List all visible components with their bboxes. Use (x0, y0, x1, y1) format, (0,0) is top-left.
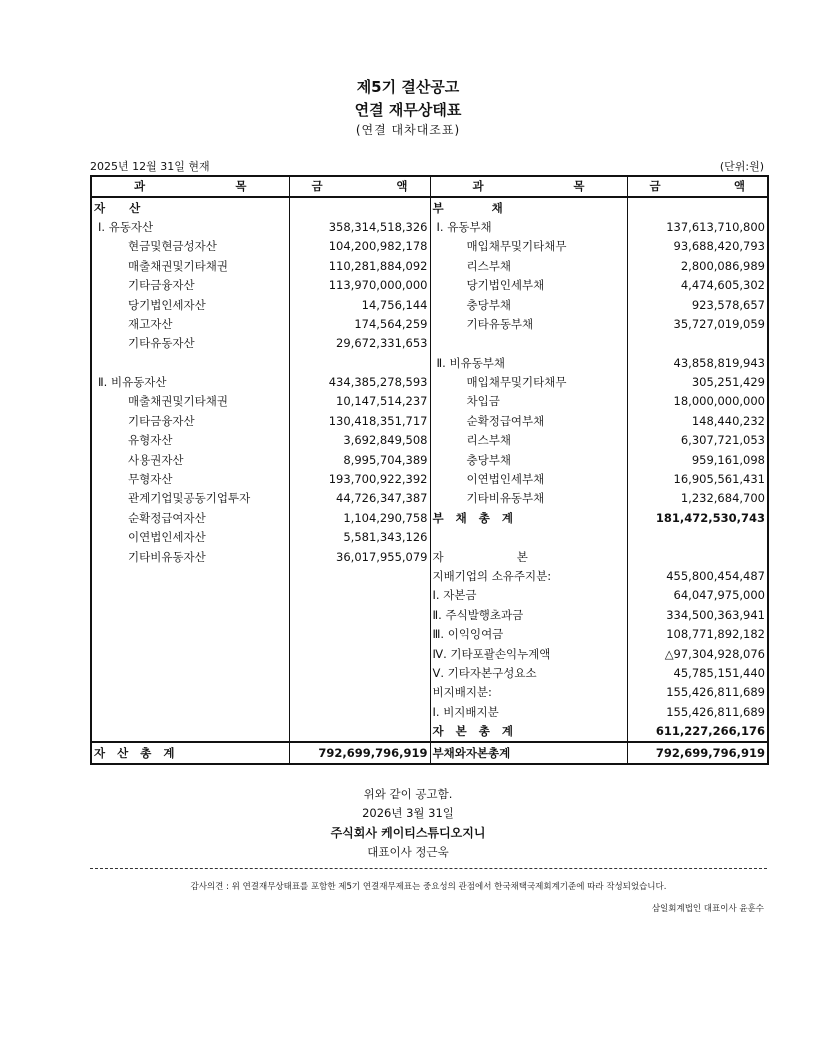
balance-sheet-table (90, 175, 769, 765)
asset-amount: 113,970,000,000 (289, 276, 430, 295)
asset-account: 기타비유동자산 (91, 547, 289, 566)
liability-amount: △97,304,928,076 (627, 644, 768, 663)
liability-account: 자 본 (430, 547, 627, 566)
asset-amount (289, 664, 430, 683)
audit-opinion: 감사의견 : 위 연결재무상태표를 포함한 제5기 연결재무제표는 중요성의 관점에서 한국채택국제회계기준에 따라 작성되었습니다. (190, 882, 667, 892)
asset-amount (289, 606, 430, 625)
asset-amount: 3,692,849,508 (289, 431, 430, 450)
liability-amount (627, 547, 768, 566)
liability-account: 기타유동부채 (430, 315, 627, 334)
table-row (91, 528, 768, 547)
liability-amount: 4,474,605,302 (627, 276, 768, 295)
total-liab-equity-amount: 792,699,796,919 (627, 742, 768, 763)
unit-label: (단위:원) (719, 160, 764, 173)
asset-account: 자 산 (91, 197, 289, 217)
asset-account: 유형자산 (91, 431, 289, 450)
liability-amount: 455,800,454,487 (627, 567, 768, 586)
asset-amount (289, 722, 430, 742)
asset-amount: 358,314,518,326 (289, 218, 430, 237)
divider (90, 868, 767, 869)
table-row (91, 276, 768, 295)
liability-amount: 2,800,086,989 (627, 257, 768, 276)
asset-account: 매출채권및기타채권 (91, 257, 289, 276)
asset-account (91, 567, 289, 586)
asset-account: Ⅰ. 유동자산 (91, 218, 289, 237)
table-header-row (91, 176, 768, 197)
liability-account: 리스부채 (430, 257, 627, 276)
asset-amount: 5,581,343,126 (289, 528, 430, 547)
table-row (91, 315, 768, 334)
asset-account (91, 625, 289, 644)
liability-account (430, 334, 627, 353)
asset-account: 기타금융자산 (91, 276, 289, 295)
table-row (91, 450, 768, 469)
table-row (91, 431, 768, 450)
liability-account: 기타비유동부채 (430, 489, 627, 508)
table-row (91, 586, 768, 605)
asset-account: 무형자산 (91, 470, 289, 489)
asset-account (91, 664, 289, 683)
liability-account: Ⅴ. 기타자본구성요소 (430, 664, 627, 683)
asset-amount: 110,281,884,092 (289, 257, 430, 276)
table-row (91, 218, 768, 237)
asset-account (91, 354, 289, 373)
liability-account: Ⅱ. 주식발행초과금 (430, 606, 627, 625)
liability-amount: 6,307,721,053 (627, 431, 768, 450)
statement-title: 연결 재무상태표 (354, 101, 462, 119)
total-assets-amount: 792,699,796,919 (289, 742, 430, 763)
liability-account: 충당부채 (430, 450, 627, 469)
page-title: 제5기 결산공고 (356, 78, 460, 96)
asset-amount (289, 703, 430, 722)
ceo-name: 대표이사 정근욱 (367, 845, 449, 859)
header-account-left: 과 목 (91, 176, 289, 197)
total-assets-label: 자 산 총 계 (91, 742, 289, 763)
table-row (91, 547, 768, 566)
asset-amount: 14,756,144 (289, 295, 430, 314)
liability-amount: 1,232,684,700 (627, 489, 768, 508)
table-row (91, 373, 768, 392)
table-row (91, 509, 768, 528)
asset-account: 기타금융자산 (91, 412, 289, 431)
asset-amount: 104,200,982,178 (289, 237, 430, 256)
asset-account: 이연법인세자산 (91, 528, 289, 547)
table-row (91, 683, 768, 702)
asset-account: 당기법인세자산 (91, 295, 289, 314)
asset-account (91, 606, 289, 625)
liability-account: 당기법인세부채 (430, 276, 627, 295)
table-row (91, 334, 768, 353)
liability-amount: 137,613,710,800 (627, 218, 768, 237)
liability-amount: 181,472,530,743 (627, 509, 768, 528)
liability-account: 비지배지분: (430, 683, 627, 702)
liability-account: 자 본 총 계 (430, 722, 627, 742)
liability-amount: 35,727,019,059 (627, 315, 768, 334)
liability-amount (627, 528, 768, 547)
asset-amount: 10,147,514,237 (289, 392, 430, 411)
table-row (91, 295, 768, 314)
liability-account: Ⅱ. 비유동부채 (430, 354, 627, 373)
table-row (91, 392, 768, 411)
header-account-right: 과 목 (430, 176, 627, 197)
asset-account: 재고자산 (91, 315, 289, 334)
table-row (91, 644, 768, 663)
table-row (91, 489, 768, 508)
table-row (91, 197, 768, 217)
asset-account: 순확정급여자산 (91, 509, 289, 528)
liability-amount: 155,426,811,689 (627, 703, 768, 722)
asset-account: 현금및현금성자산 (91, 237, 289, 256)
table-row (91, 606, 768, 625)
liability-account: 순확정급여부채 (430, 412, 627, 431)
liability-account: Ⅲ. 이익잉여금 (430, 625, 627, 644)
asset-account: 매출채권및기타채권 (91, 392, 289, 411)
asset-amount: 193,700,922,392 (289, 470, 430, 489)
asset-amount: 36,017,955,079 (289, 547, 430, 566)
auditor-name: 삼일회계법인 대표이사 윤훈수 (651, 904, 764, 914)
liability-account: Ⅳ. 기타포괄손익누계액 (430, 644, 627, 663)
asset-amount: 434,385,278,593 (289, 373, 430, 392)
asset-account (91, 722, 289, 742)
table-row (91, 257, 768, 276)
liability-account: Ⅰ. 유동부채 (430, 218, 627, 237)
asset-amount (289, 625, 430, 644)
asset-account: 관계기업및공동기업투자 (91, 489, 289, 508)
table-row (91, 237, 768, 256)
liability-account: 충당부채 (430, 295, 627, 314)
liability-account: 부 채 (430, 197, 627, 217)
asset-account: Ⅱ. 비유동자산 (91, 373, 289, 392)
total-liab-equity-label: 부채와자본총계 (430, 742, 627, 763)
asset-amount (289, 354, 430, 373)
asset-amount: 29,672,331,653 (289, 334, 430, 353)
asset-amount: 1,104,290,758 (289, 509, 430, 528)
asset-amount: 8,995,704,389 (289, 450, 430, 469)
asset-account (91, 586, 289, 605)
liability-amount: 334,500,363,941 (627, 606, 768, 625)
table-row (91, 354, 768, 373)
liability-amount: 148,440,232 (627, 412, 768, 431)
asset-amount (289, 197, 430, 217)
liability-amount: 305,251,429 (627, 373, 768, 392)
liability-account: Ⅰ. 비지배지분 (430, 703, 627, 722)
liability-amount: 16,905,561,431 (627, 470, 768, 489)
liability-amount (627, 334, 768, 353)
liability-amount: 64,047,975,000 (627, 586, 768, 605)
table-row (91, 412, 768, 431)
liability-amount: 45,785,151,440 (627, 664, 768, 683)
table-row (91, 625, 768, 644)
header-amount-left: 금 액 (289, 176, 430, 197)
liability-amount: 18,000,000,000 (627, 392, 768, 411)
asset-account (91, 703, 289, 722)
liability-account (430, 528, 627, 547)
liability-amount: 93,688,420,793 (627, 237, 768, 256)
liability-amount: 959,161,098 (627, 450, 768, 469)
table-row (91, 703, 768, 722)
asset-account: 사용권자산 (91, 450, 289, 469)
liability-amount (627, 197, 768, 217)
asset-amount: 174,564,259 (289, 315, 430, 334)
liability-account: 지배기업의 소유주지분: (430, 567, 627, 586)
liability-account: Ⅰ. 자본금 (430, 586, 627, 605)
notice-text: 위와 같이 공고함. (363, 787, 453, 801)
liability-amount: 108,771,892,182 (627, 625, 768, 644)
asset-account (91, 683, 289, 702)
liability-account: 차입금 (430, 392, 627, 411)
asset-amount (289, 567, 430, 586)
table-row (91, 722, 768, 742)
liability-account: 매입채무및기타채무 (430, 373, 627, 392)
liability-amount: 155,426,811,689 (627, 683, 768, 702)
notice-date: 2026년 3월 31일 (362, 806, 454, 820)
statement-alt-title: (연결 대차대조표) (355, 123, 461, 137)
liability-amount: 43,858,819,943 (627, 354, 768, 373)
table-row (91, 567, 768, 586)
liability-account: 매입채무및기타채무 (430, 237, 627, 256)
company-name: 주식회사 케이티스튜디오지니 (330, 826, 486, 840)
asset-amount (289, 586, 430, 605)
liability-amount: 923,578,657 (627, 295, 768, 314)
liability-account: 이연법인세부채 (430, 470, 627, 489)
table-row (91, 664, 768, 683)
liability-amount: 611,227,266,176 (627, 722, 768, 742)
asset-amount (289, 644, 430, 663)
asset-account: 기타유동자산 (91, 334, 289, 353)
liability-account: 리스부채 (430, 431, 627, 450)
header-amount-right: 금 액 (627, 176, 768, 197)
total-row (91, 742, 768, 763)
asset-amount (289, 683, 430, 702)
asset-account (91, 644, 289, 663)
as-of-date: 2025년 12월 31일 현재 (90, 160, 210, 173)
asset-amount: 44,726,347,387 (289, 489, 430, 508)
liability-account: 부 채 총 계 (430, 509, 627, 528)
table-row (91, 470, 768, 489)
asset-amount: 130,418,351,717 (289, 412, 430, 431)
